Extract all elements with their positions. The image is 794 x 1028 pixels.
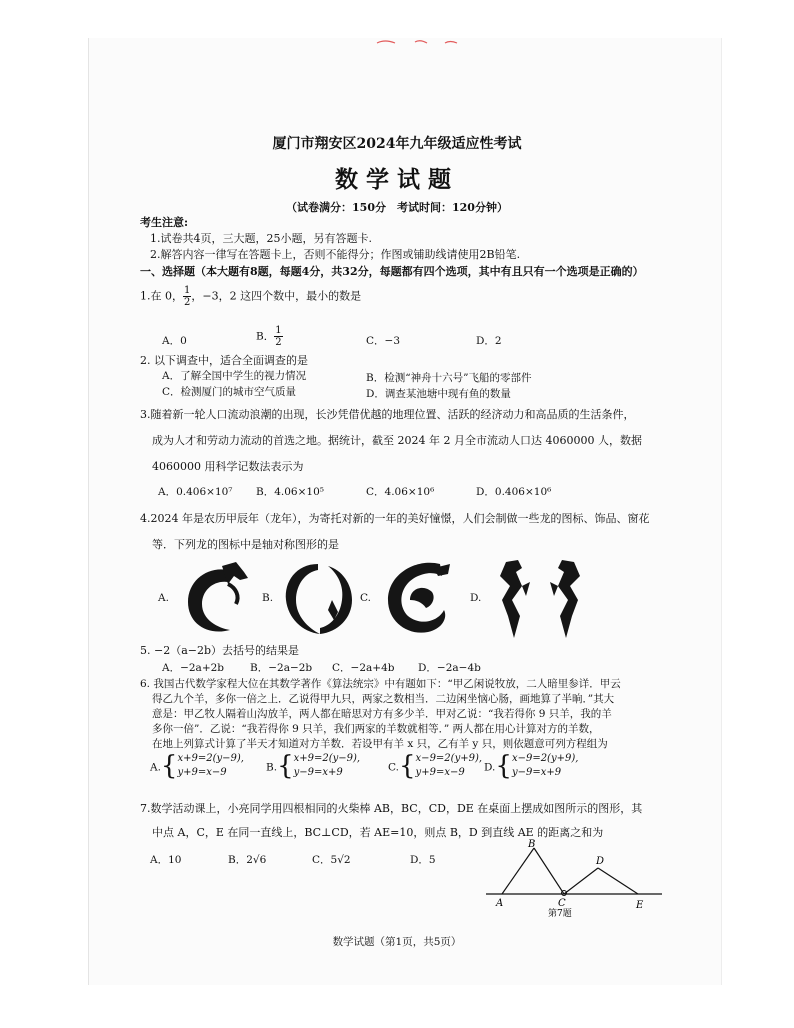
q7-geometry-figure <box>486 838 666 922</box>
equation-system <box>177 752 244 780</box>
brace-icon: { <box>160 751 178 781</box>
q1-option-c: C．−3 <box>366 335 401 347</box>
q5-option-a: A．−2a+2b <box>162 662 225 674</box>
segment-ab <box>502 848 534 894</box>
option-label: B. <box>266 761 278 774</box>
label-d: D <box>596 856 605 867</box>
question-2-stem: 2. 以下调查中，适合全面调查的是 <box>140 354 308 367</box>
label-e: E <box>636 900 644 911</box>
q4-option-c-label: C. <box>360 592 371 604</box>
page-title: 数学试题 <box>335 166 459 193</box>
equation: x+9=2(y−9), <box>177 753 244 764</box>
q7-option-d: D．5 <box>410 854 436 866</box>
question-3-line: 4060000 用科学记数法表示为 <box>152 460 304 473</box>
label-b: B <box>528 839 536 850</box>
red-stamp-fragment <box>375 38 475 44</box>
q7-option-c: C．5√2 <box>312 854 351 866</box>
segment-cd <box>564 868 598 894</box>
exam-meta: （试卷满分：150分 考试时间：120分钟） <box>286 201 508 214</box>
q2-option-b: B．检测“神舟十六号”飞船的零部件 <box>366 372 532 384</box>
fraction <box>274 325 282 348</box>
equation: y+9=x−9 <box>177 767 227 778</box>
equation: x−9=2(y+9), <box>511 753 579 764</box>
twin-dragons-icon <box>492 556 588 642</box>
label-c: C <box>558 898 566 909</box>
q1-option-a: A．0 <box>162 335 187 347</box>
q4-option-b-label: B. <box>262 592 274 604</box>
q3-option-c: C．4.06×10⁶ <box>366 486 435 498</box>
fraction-denominator: 2 <box>184 297 191 308</box>
q1-prefix: 1.在 0， <box>140 289 183 303</box>
dragon-ring-icon <box>280 560 356 638</box>
option-label: A. <box>150 761 161 774</box>
q4-option-d-label: D. <box>470 592 482 604</box>
section-heading: 一、选择题（本大题有8题，每题4分，共32分，每题都有四个选项，其中有且只有一个选项是正确的） <box>140 265 644 278</box>
dragon-circle-icon <box>178 558 252 640</box>
q2-option-d: D．调查某池塘中现有鱼的数量 <box>366 388 511 400</box>
equation: x−9=2(y+9), <box>415 753 483 764</box>
equation: y−9=x+9 <box>511 767 562 778</box>
q1-suffix: ，−3，2 这四个数中，最小的数是 <box>191 289 362 303</box>
q1-option-b <box>256 325 283 348</box>
notes-heading: 考生注意: <box>140 216 189 229</box>
option-label: D. <box>484 761 496 774</box>
q6-option-b <box>266 752 360 780</box>
segment-bc <box>534 848 564 894</box>
fraction-numerator: 1 <box>275 325 282 336</box>
equation-system <box>294 752 361 780</box>
q2-option-a: A．了解全国中学生的视力情况 <box>162 370 307 382</box>
equation-system <box>512 752 579 780</box>
brace-icon: { <box>277 751 294 781</box>
question-4-line: 4.2024 年是农历甲辰年（龙年），为寄托对新的一年的美好憧憬，人们会制做一些龙的图标、饰品、窗花 <box>140 512 650 525</box>
equation: x+9=2(y−9), <box>293 753 361 764</box>
question-3-line: 成为人才和劳动力流动的首选之地。据统计，截至 2024 年 2 月全市流动人口达 4060000 人，数据 <box>152 434 642 447</box>
q4-option-a-label: A. <box>158 592 169 604</box>
equation: y+9=x−9 <box>415 767 465 778</box>
question-6-line: 多你一倍”．乙说：“我若得你 9 只羊，我们两家的羊数就相等．” 两人都在用心计算对方的羊数， <box>152 723 600 735</box>
note-item: 2.解答内容一律写在答题卡上，否则不能得分；作图或铺助线请使用2B铅笔. <box>150 248 521 261</box>
exam-title: 厦门市翔安区2024年九年级适应性考试 <box>272 136 522 152</box>
q5-option-b: B．−2a−2b <box>250 662 313 674</box>
stamp-mark-icon <box>375 39 475 45</box>
q3-option-d: D．0.406×10⁶ <box>476 486 552 498</box>
option-label: C. <box>388 761 399 774</box>
page-footer: 数学试题（第1页，共5页） <box>332 936 462 948</box>
equation: y−9=x+9 <box>293 767 343 778</box>
q7-option-a: A．10 <box>150 854 182 866</box>
question-4-line: 等．下列龙的图标中是轴对称图形的是 <box>152 538 339 551</box>
fraction-denominator: 2 <box>275 337 282 348</box>
question-7-line: 中点 A，C，E 在同一直线上，BC⊥CD，若 AE=10，则点 B，D 到直线 AE 的距离之和为 <box>152 826 604 839</box>
note-item: 1.试卷共4页，三大题，25小题，另有答题卡. <box>150 232 372 245</box>
question-3-line: 3.随着新一轮人口流动浪潮的出现，长沙凭借优越的地理位置、活跃的经济动力和高品质的生活条件， <box>140 408 635 421</box>
q3-option-a: A．0.406×10⁷ <box>158 486 233 498</box>
question-1-stem <box>140 285 361 308</box>
question-6-line: 得乙九个羊，多你一倍之上．乙说得甲九只，两家之数相当．二边闲坐恼心肠，画地算了半晌．”其大 <box>152 693 615 705</box>
question-6-line: 6. 我国古代数学家程大位在其数学著作《算法统宗》中有题如下：“甲乙闲说牧放，二人暗里参详．甲云 <box>140 678 621 690</box>
q6-option-c <box>388 752 482 780</box>
q1-option-d: D．2 <box>476 335 502 347</box>
option-label: B． <box>256 330 275 343</box>
q5-option-c: C．−2a+4b <box>332 662 395 674</box>
question-6-line: 意是：甲乙牧人隔着山沟放羊，两人都在暗思对方有多少羊．甲对乙说：“我若得你 9 只羊，我的羊 <box>152 708 612 720</box>
question-6-line: 在地上列算式计算了半天才知道对方羊数．若设甲有羊 x 只，乙有羊 y 只，则依题意可列方程组为 <box>152 738 608 750</box>
q5-option-d: D．−2a−4b <box>418 662 481 674</box>
q3-option-b: B．4.06×10⁵ <box>256 486 324 498</box>
question-5-stem: 5. −2（a−2b）去括号的结果是 <box>140 644 300 657</box>
segment-de <box>598 868 638 894</box>
equation-system <box>416 752 483 780</box>
q2-option-c: C．检测厦门的城市空气质量 <box>162 386 297 398</box>
q7-option-b: B．2√6 <box>228 854 267 866</box>
figure-caption: 第7题 <box>548 909 572 919</box>
brace-icon: { <box>399 751 416 781</box>
brace-icon: { <box>495 751 512 781</box>
fraction-numerator: 1 <box>184 285 191 296</box>
q6-option-a <box>150 752 244 780</box>
label-a: A <box>496 898 504 909</box>
q6-option-d <box>484 752 578 780</box>
question-7-line: 7.数学活动课上，小亮同学用四根相同的火柴棒 AB，BC，CD，DE 在桌面上摆成如图所示的图形，其 <box>140 802 643 815</box>
dragon-spiral-icon <box>380 556 454 638</box>
